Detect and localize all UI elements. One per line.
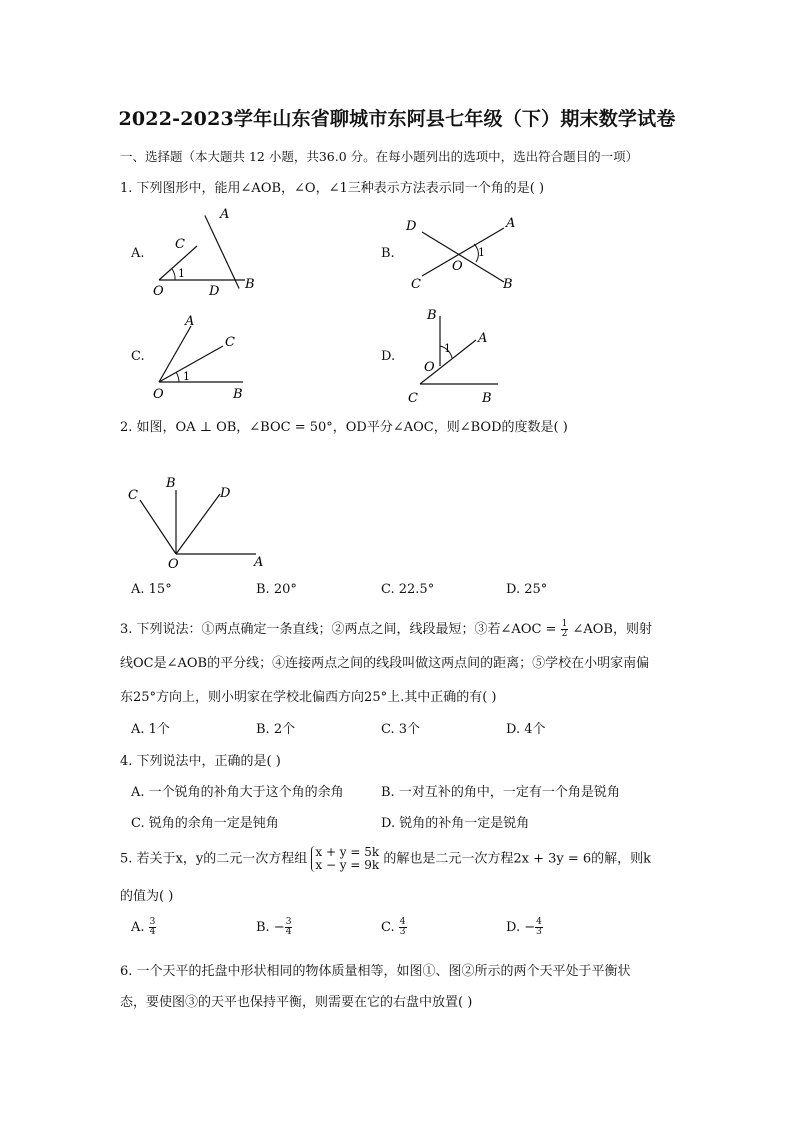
q1-option-c-label: C. [131,349,145,364]
q2-label-O: O [168,557,179,572]
fig-c-label-C: C [225,335,235,350]
question-4-stem: 4. 下列说法中，正确的是( ) [120,754,281,769]
q2-option-d: D. 25° [506,582,548,597]
fig-c-label-O: O [153,387,164,402]
fig-c-label-1: 1 [183,370,190,383]
q5-option-b-label: B. [256,920,270,935]
q4-option-b: B. 一对互补的角中，一定有一个角是锐角 [381,785,620,800]
q2-label-C: C [128,488,138,503]
fig-c-label-A: A [185,314,195,329]
q5-option-d [506,918,543,937]
q4-option-c: C. 锐角的余角一定是钝角 [131,816,279,831]
q4-option-d: D. 锐角的补角一定是锐角 [381,816,530,831]
q5-option-c-numerator: 4 [399,917,406,927]
fig-d-label-B-bottom: B [482,391,492,406]
q5-option-c [381,918,407,937]
fig-b-label-C: C [411,277,421,292]
q1-figure-b [400,210,530,300]
fig-a-label-O: O [153,284,164,299]
q2-option-a: A. 15° [131,582,172,597]
q5-option-c-denominator: 3 [399,927,406,937]
q4-option-a: A. 一个锐角的补角大于这个角的余角 [131,785,344,800]
q1-figure-d [400,302,530,412]
fig-a-label-B: B [245,277,255,292]
q1-option-a-label: A. [131,246,145,261]
q3-option-b: B. 2个 [256,722,296,737]
q2-label-D: D [220,486,231,501]
q5-option-b-denominator: 4 [285,927,292,937]
fig-d-label-B-top: B [427,308,437,323]
page-title: 2022-2023学年山东省聊城市东阿县七年级（下）期末数学试卷 [118,108,676,130]
question-3-line-2: 线OC是∠AOB的平分线；④连接两点之间的线段叫做这两点间的距离；⑤学校在小明家南偏 [120,656,650,671]
fig-b-label-1: 1 [478,246,485,259]
q5-option-d-numerator: 4 [536,917,542,927]
question-6-line-1: 6. 一个天平的托盘中形状相同的物体质量相等，如图①、图②所示的两个天平处于平衡状 [120,964,631,979]
question-2-stem: 2. 如图，OA ⊥ OB，∠BOC = 50°，OD平分∠AOC，则∠BOD的度数是( ) [120,420,568,435]
q2-option-b: B. 20° [256,582,297,597]
q3-option-d: D. 4个 [506,722,546,737]
q5-option-a-label: A. [131,920,145,935]
q5-option-d-sign: − [524,920,536,935]
q2-option-c: C. 22.5° [381,582,435,597]
q3-fraction-numerator: 1 [561,619,568,629]
q1-option-b-label: B. [381,246,395,261]
q3-option-a: A. 1个 [131,722,170,737]
fig-d-label-C: C [408,391,418,406]
fig-a-label-D: D [209,284,220,299]
fig-c-label-B: B [233,387,243,402]
fig-a-label-A: A [220,207,230,222]
q3-fraction [561,620,569,639]
q2-label-B: B [166,476,176,491]
fig-a-label-1: 1 [178,267,185,280]
fig-b-label-A: A [506,216,516,231]
q5-text-before-system: 5. 若关于x，y的二元一次方程组 [120,851,308,867]
q5-option-d-denominator: 3 [536,927,542,937]
q5-option-a-denominator: 4 [149,927,156,937]
q5-equation-system [311,846,379,872]
fig-d-label-A: A [478,331,488,346]
q2-label-A: A [254,555,264,570]
question-3-line-1 [120,618,652,639]
q5-option-a [131,918,156,937]
fig-b-label-D: D [406,219,417,234]
q3-text-after-fraction: ∠AOB，则射 [572,622,652,637]
q5-equation-1: x + y = 5k [315,845,380,859]
q5-option-c-label: C. [381,920,395,935]
q5-option-b-numerator: 3 [285,917,292,927]
question-3-line-3: 东25°方向上，则小明家在学校北偏西方向25°上.其中正确的有( ) [120,690,497,705]
q1-figure-c [145,310,265,405]
fig-b-label-B: B [503,277,513,292]
q3-option-c: C. 3个 [381,722,421,737]
question-5-line-2: 的值为( ) [120,889,174,904]
question-5-line-1 [120,846,651,872]
q3-text-before-fraction: 3. 下列说法：①两点确定一条直线；②两点之间，线段最短；③若∠AOC = [120,622,557,637]
fig-d-label-1: 1 [444,342,451,355]
q1-option-d-label: D. [381,349,396,364]
q2-figure [120,470,280,575]
q5-option-b [256,918,292,937]
fig-b-label-O: O [452,259,463,274]
q5-option-d-label: D. [506,920,521,935]
q3-fraction-denominator: 2 [561,629,568,639]
q5-text-after-system: 的解也是二元一次方程2x + 3y = 6的解，则k [383,851,652,867]
q5-equation-2: x − y = 9k [315,858,380,872]
q5-option-b-sign: − [273,920,285,935]
fig-a-label-C: C [175,237,185,252]
fig-d-label-O: O [424,360,435,375]
question-6-line-2: 态，要使图③的天平也保持平衡，则需要在它的右盘中放置( ) [120,995,473,1010]
q5-option-a-numerator: 3 [149,917,156,927]
q1-figure-a [145,202,265,302]
section-heading: 一、选择题（本大题共 12 小题，共36.0 分。在每小题列出的选项中，选出符合题目的一项） [120,149,639,164]
question-1-stem: 1. 下列图形中，能用∠AOB，∠O，∠1三种表示方法表示同一个角的是( ) [120,181,545,196]
